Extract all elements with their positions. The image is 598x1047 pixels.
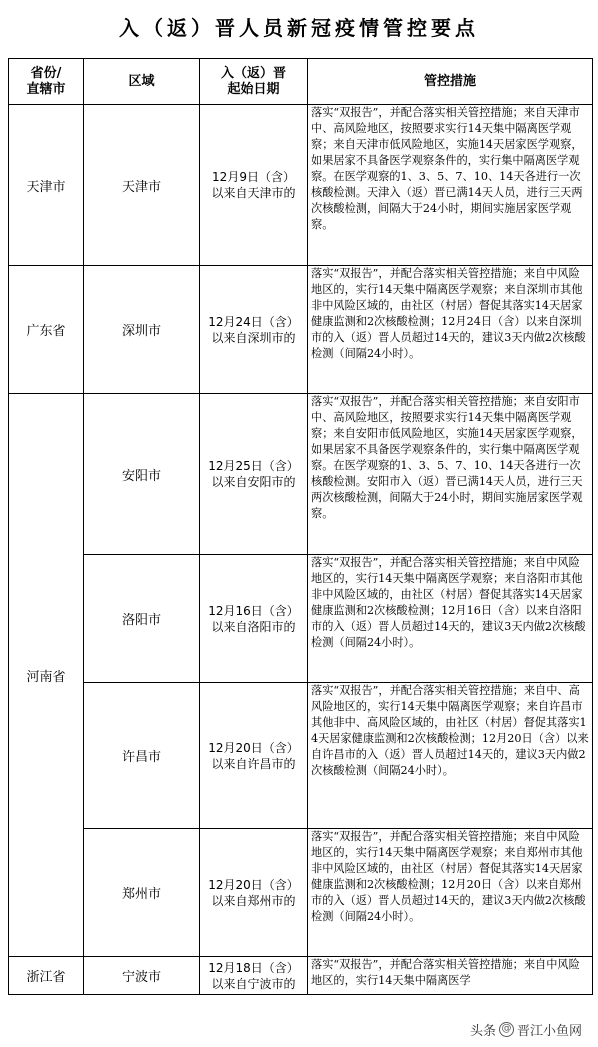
- header-date: 入（返）晋 起始日期: [200, 59, 308, 105]
- measures-cell: 落实“双报告”，并配合落实相关管控措施；来自中风险地区的，实行14天集中隔离医学观察；来自深圳市其他非中风险区域的，由社区（村居）督促其落实14天居家健康监测和2次核酸检测；12月24日（含）以来自深圳市的入（返）晋人员超过14天的，建议3天内做2次核酸检测（间隔24小时）。: [308, 266, 593, 394]
- measures-cell: 落实“双报告”，并配合落实相关管控措施；来自安阳市中、高风险地区，按照要求实行14天集中隔离医学观察；来自安阳市低风险地区，实施14天居家医学观察，如果居家不具备医学观察条件的，实行集中隔离医学观察。在医学观察的1、3、5、7、10、14天各进行一次核酸检测。安阳市入（返）晋已满14天人员，进行三天两次核酸检测，间隔大于24小时，期间实施居家医学观察。: [308, 394, 593, 555]
- province-cell: 广东省: [9, 266, 84, 394]
- measures-cell: 落实“双报告”，并配合落实相关管控措施；来自中风险地区的，实行14天集中隔离医学: [308, 957, 593, 995]
- table-row: [9, 266, 593, 394]
- date-cell: 12月25日（含） 以来自安阳市的: [200, 394, 308, 555]
- province-cell: 浙江省: [9, 957, 84, 995]
- watermark-name: 晋江小鱼网: [516, 1024, 582, 1039]
- city-cell: 洛阳市: [84, 555, 200, 683]
- header-area: 区域: [84, 59, 200, 105]
- date-cell: 12月9日（含） 以来自天津市的: [200, 105, 308, 266]
- date-cell: 12月16日（含） 以来自洛阳市的: [200, 555, 308, 683]
- table-row: [9, 957, 593, 995]
- date-cell: 12月24日（含） 以来自深圳市的: [200, 266, 308, 394]
- city-cell: 安阳市: [84, 394, 200, 555]
- date-cell: 12月20日（含） 以来自许昌市的: [200, 683, 308, 829]
- measures-cell: 落实“双报告”，并配合落实相关管控措施；来自中风险地区的，实行14天集中隔离医学观察；来自郑州市其他非中风险区域的，由社区（村居）督促其落实14天居家健康监测和2次核酸检测；12月20日（含）以来自郑州市的入（返）晋人员超过14天的，建议3天内做2次核酸检测（间隔24小时）。: [308, 829, 593, 957]
- header-province: 省份/ 直辖市: [9, 59, 84, 105]
- city-cell: 许昌市: [84, 683, 200, 829]
- province-cell: 河南省: [9, 394, 84, 957]
- city-cell: 天津市: [84, 105, 200, 266]
- measures-cell: 落实“双报告”，并配合落实相关管控措施；来自中风险地区的，实行14天集中隔离医学观察；来自洛阳市其他非中风险区域的，由社区（村居）督促其落实14天居家健康监测和2次核酸检测；12月16日（含）以来自洛阳市的入（返）晋人员超过14天的，建议3天内做2次核酸检测（间隔24小时）。: [308, 555, 593, 683]
- watermark: [470, 1020, 582, 1039]
- date-cell: 12月20日（含） 以来自郑州市的: [200, 829, 308, 957]
- date-cell: 12月18日（含） 以来自宁波市的: [200, 957, 308, 995]
- table-row: [9, 105, 593, 266]
- city-cell: 深圳市: [84, 266, 200, 394]
- province-cell: 天津市: [9, 105, 84, 266]
- city-cell: 郑州市: [84, 829, 200, 957]
- watermark-prefix: 头条: [469, 1024, 496, 1039]
- measures-cell: 落实“双报告”，并配合落实相关管控措施；来自天津市中、高风险地区，按照要求实行14天集中隔离医学观察；来自天津市低风险地区，实施14天居家医学观察，如果居家不具备医学观察条件的，实行集中隔离医学观察。在医学观察的1、3、5、7、10、14天各进行一次核酸检测。天津入（返）晋已满14天人员，进行三天两次核酸检测，间隔大于24小时，期间实施居家医学观察。: [308, 105, 593, 266]
- at-icon: @: [499, 1022, 514, 1037]
- table-row: [9, 555, 593, 683]
- table-row: [9, 394, 593, 555]
- page-title: 入（返）晋人员新冠疫情管控要点: [119, 16, 479, 40]
- measures-cell: 落实“双报告”，并配合落实相关管控措施；来自中、高风险地区的，实行14天集中隔离医学观察；来自许昌市其他非中、高风险区域的，由社区（村居）督促其落实14天居家健康监测和2次核酸检测；12月20日（含）以来自许昌市的入（返）晋人员超过14天的，建议3天内做2次核酸检测（间隔24小时）。: [308, 683, 593, 829]
- control-measures-table: [8, 58, 593, 995]
- header-measures: 管控措施: [308, 59, 593, 105]
- table-header-row: [9, 59, 593, 105]
- table-row: [9, 829, 593, 957]
- city-cell: 宁波市: [84, 957, 200, 995]
- table-row: [9, 683, 593, 829]
